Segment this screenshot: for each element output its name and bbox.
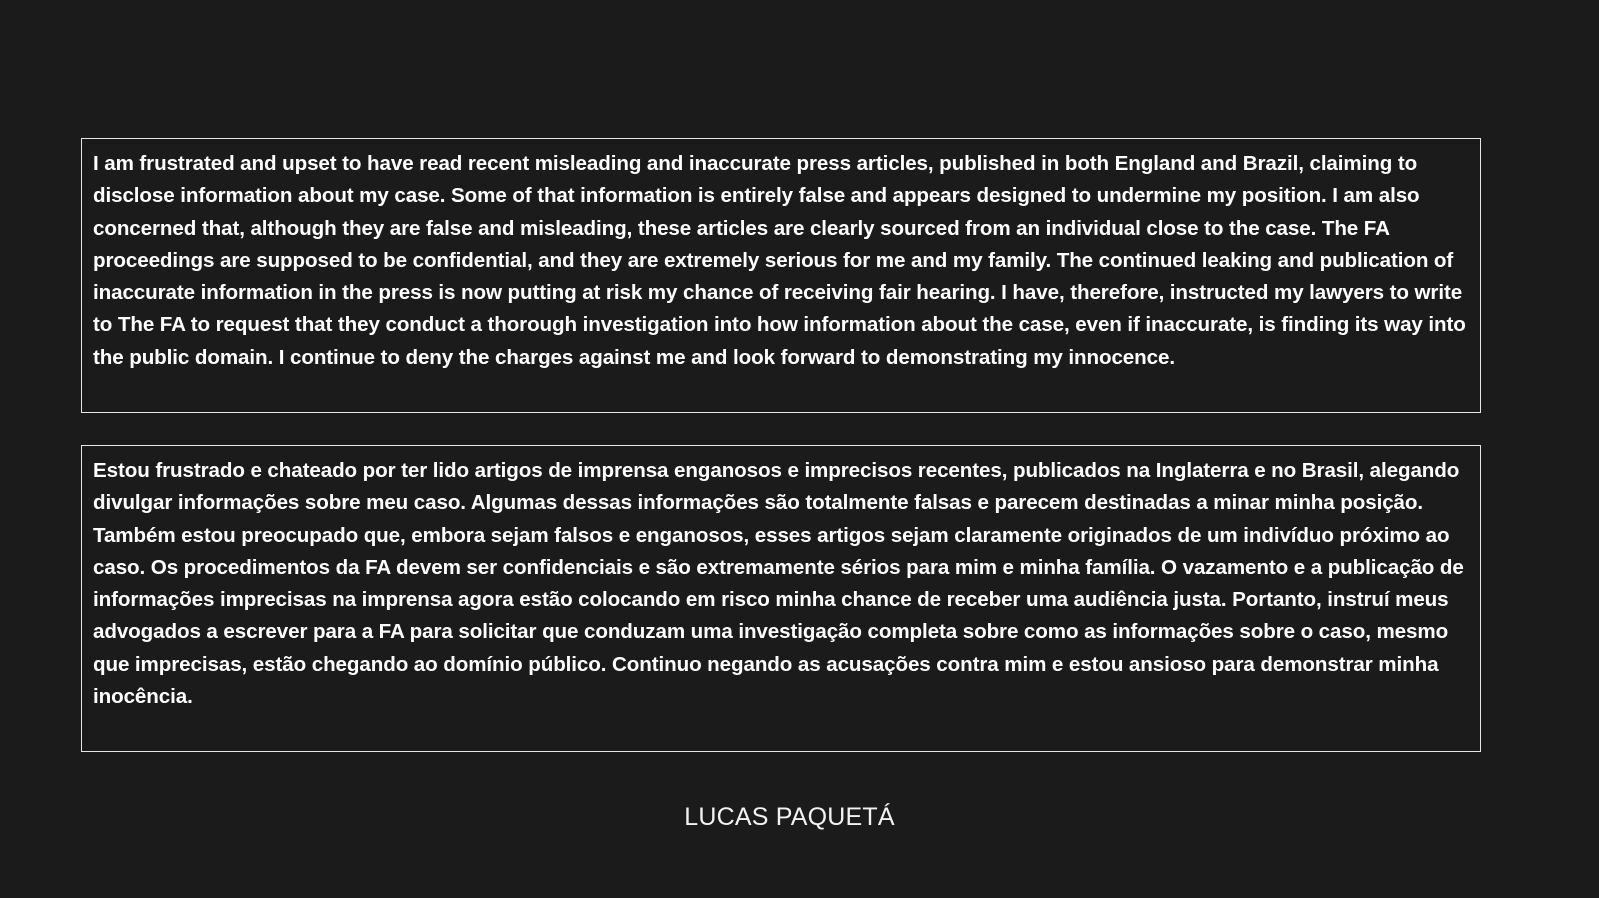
statement-english: I am frustrated and upset to have read recent misleading and inaccurate press articles, published in both England and Brazil, claiming to disclose information about my case. Some of that information is entirely false and appears designed to undermine my position. I am also concerned that, although they are false and misleading, these articles are clearly sourced from an individual close to the case. The FA proceedings are supposed to be confidential, and they are extremely serious for me and my family. The continued leaking and publication of inaccurate information in the press is now putting at risk my chance of receiving fair hearing. I have, therefore, instructed my lawyers to write to The FA to request that they conduct a thorough investigation into how information about the case, even if inaccurate, is finding its way into the public domain. I continue to deny the charges against me and look forward to demonstrating my innocence. <box>81 138 1481 413</box>
signature-name: LUCAS PAQUETÁ <box>684 803 895 831</box>
statement-portuguese: Estou frustrado e chateado por ter lido artigos de imprensa enganosos e imprecisos recentes, publicados na Inglaterra e no Brasil, alegando divulgar informações sobre meu caso. Algumas dessas informações são totalmente falsas e parecem destinadas a minar minha posição. Também estou preocupado que, embora sejam falsos e enganosos, esses artigos sejam claramente originados de um indivíduo próximo ao caso. Os procedimentos da FA devem ser confidenciais e são extremamente sérios para mim e minha família. O vazamento e a publicação de informações imprecisas na imprensa agora estão colocando em risco minha chance de receber uma audiência justa. Portanto, instruí meus advogados a escrever para a FA para solicitar que conduzam uma investigação completa sobre como as informações sobre o caso, mesmo que imprecisas, estão chegando ao domínio público. Continuo negando as acusações contra mim e estou ansioso para demonstrar minha inocência. <box>81 445 1481 752</box>
